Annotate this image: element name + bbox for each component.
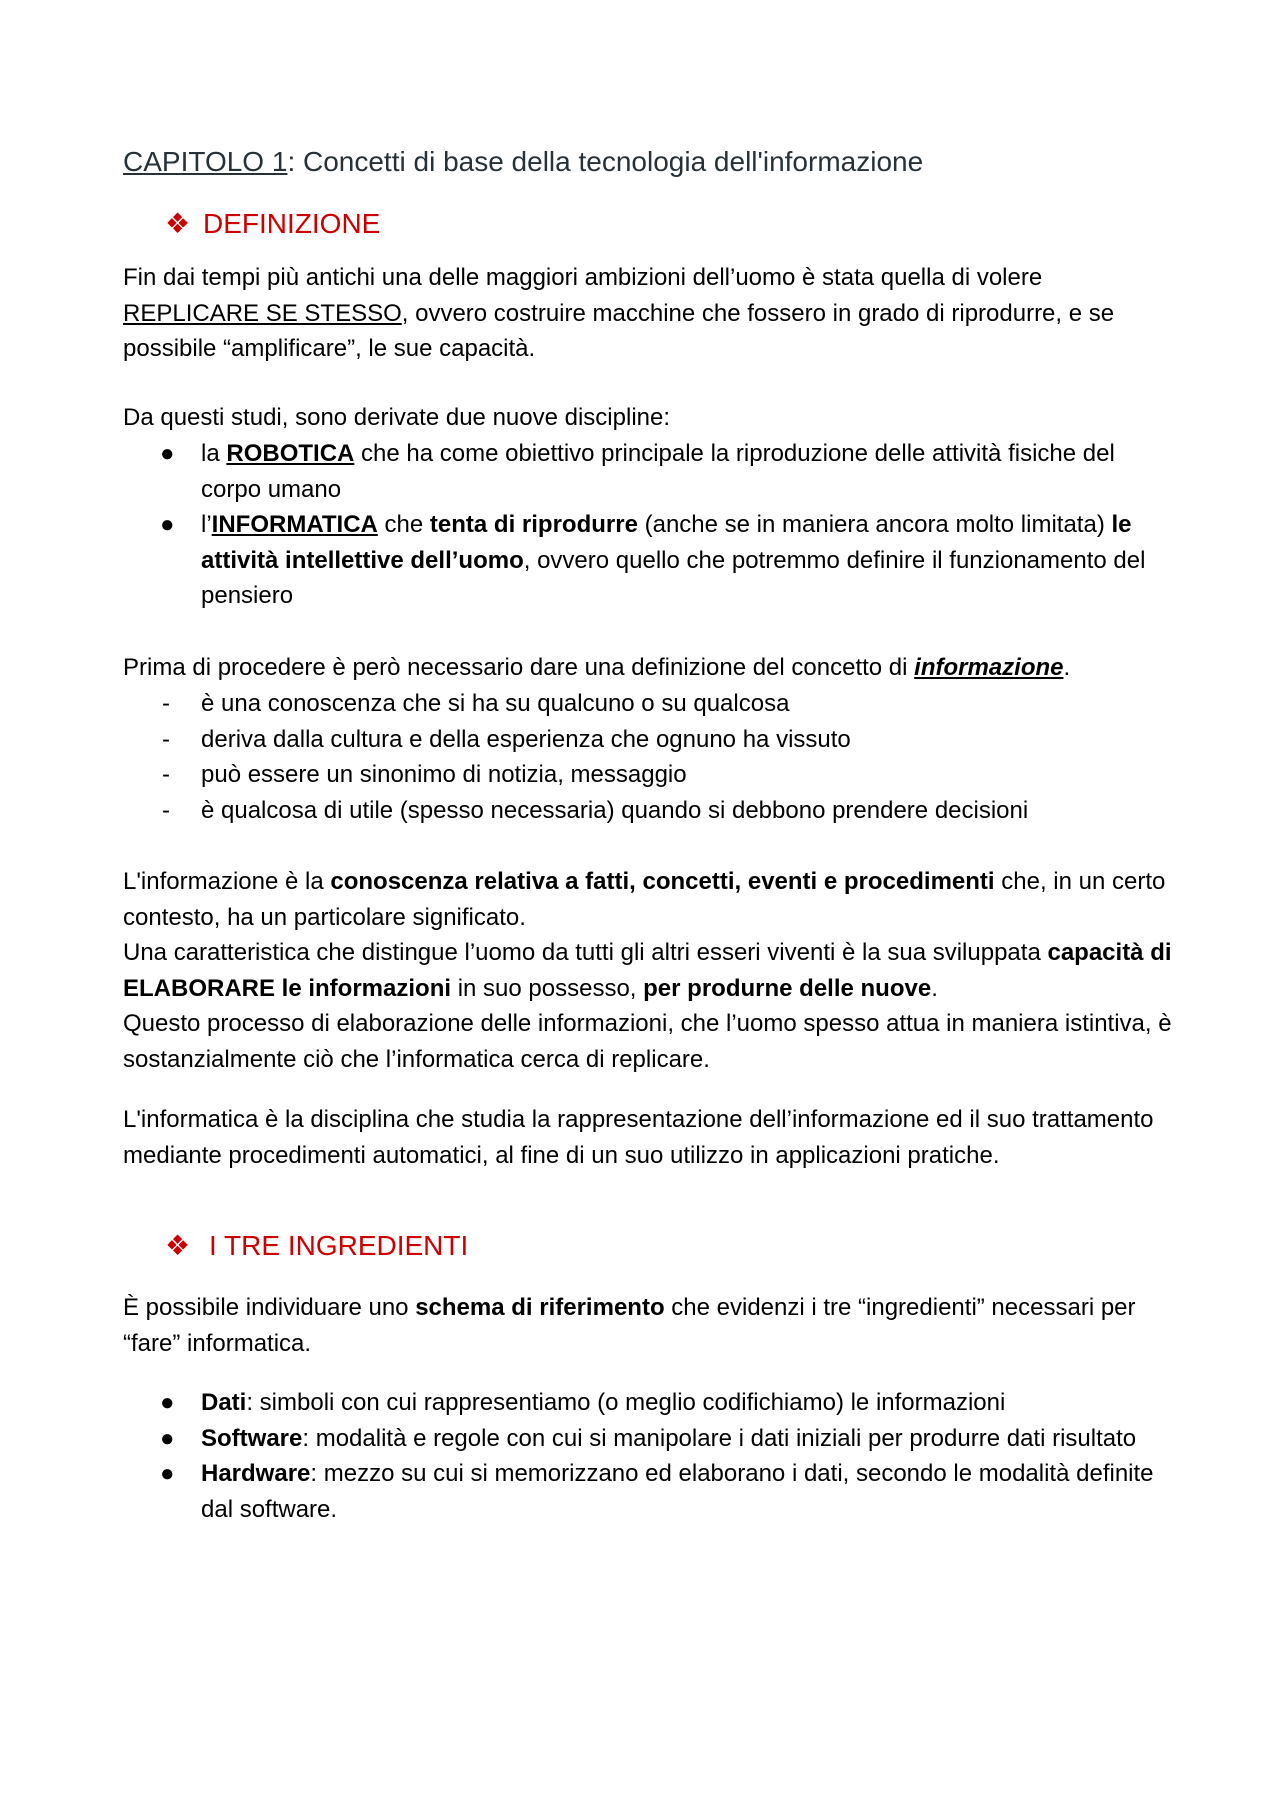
chapter-label: CAPITOLO 1 xyxy=(123,146,288,177)
informatica-paragraph: L'informatica è la disciplina che studia la rappresentazione dell’informazione ed il suo trattamento mediante procedimenti automatici, al fine di un suo utilizzo in applicazioni pratiche. xyxy=(123,1106,1154,1169)
informazione-term: informazione xyxy=(914,654,1064,681)
info-definition-lead: Prima di procedere è però necessario dare una definizione del concetto di informazione. xyxy=(123,654,1071,681)
section-heading-definizione xyxy=(165,204,380,244)
ingredients-list xyxy=(123,1385,1173,1527)
informatica-term: INFORMATICA xyxy=(211,511,378,538)
chapter-title-text: : Concetti di base della tecnologia dell'informazione xyxy=(287,146,924,177)
bullet-icon: ● xyxy=(160,440,175,467)
list-item: - è qualcosa di utile (spesso necessaria) quando si debbono prendere decisioni xyxy=(123,793,1173,829)
dash-icon: - xyxy=(162,690,170,717)
dash-icon: - xyxy=(162,796,170,824)
list-item: - è una conoscenza che si ha su qualcuno o su qualcosa xyxy=(123,686,1173,722)
dash-icon: - xyxy=(162,761,170,788)
section-heading-ingredienti xyxy=(165,1226,468,1266)
list-item-dati: ● Dati: simboli con cui rappresentiamo (o meglio codifichiamo) le informazioni xyxy=(123,1385,1173,1421)
info-definition-list xyxy=(123,686,1173,828)
bullet-icon: ● xyxy=(160,1424,175,1452)
dash-icon: - xyxy=(162,725,170,753)
information-paragraph: L'informazione è la conoscenza relativa a fatti, concetti, eventi e procedimenti che, in un certo contesto, ha un particolare significato. Una caratteristica che distingue l’uomo da tutti gli altri esseri viventi è la sua sviluppata capacità di ELABORARE le informazioni in suo possesso, per produrne delle nuove. Questo processo di elaborazione delle informazioni, che l’uomo spesso attua in maniera istintiva, è sostanzialmente ciò che l’informatica cerca di replicare. xyxy=(123,868,1172,1073)
bullet-icon: ● xyxy=(160,1389,175,1416)
section-heading-text: I TRE INGREDIENTI xyxy=(209,1230,469,1261)
disciplines-lead: Da questi studi, sono derivate due nuove discipline: xyxy=(123,404,671,431)
intro-paragraph: Fin dai tempi più antichi una delle maggiori ambizioni dell’uomo è stata quella di volere REPLICARE SE STESSO, ovvero costruire macchine che fossero in grado di riprodurre, e se possibile “amplificare”, le sue capacità. xyxy=(123,264,1115,362)
list-item-informatica: ● l’INFORMATICA che tenta di riprodurre (anche se in maniera ancora molto limitata) le attività intellettive dell’uomo, ovvero quello che potremmo definire il funzionamento del pensiero xyxy=(123,507,1173,614)
robotica-term: ROBOTICA xyxy=(226,440,355,467)
chapter-title xyxy=(123,142,923,182)
disciplines-list xyxy=(123,436,1173,614)
section-heading-text: DEFINIZIONE xyxy=(203,208,381,239)
list-item-hardware: ● Hardware: mezzo su cui si memorizzano ed elaborano i dati, secondo le modalità definite dal software. xyxy=(123,1456,1173,1527)
list-item: - può essere un sinonimo di notizia, messaggio xyxy=(123,757,1173,793)
list-item-software: ● Software: modalità e regole con cui si manipolare i dati iniziali per produrre dati risultato xyxy=(123,1421,1173,1457)
diamond-icon: ❖ xyxy=(165,208,191,239)
schema-paragraph: È possibile individuare uno schema di riferimento che evidenzi i tre “ingredienti” necessari per “fare” informatica. xyxy=(123,1294,1136,1357)
bullet-icon: ● xyxy=(160,511,175,538)
bullet-icon: ● xyxy=(160,1460,175,1487)
diamond-icon: ❖ xyxy=(165,1230,191,1261)
list-item-robotica: ● la ROBOTICA che ha come obiettivo principale la riproduzione delle attività fisiche del corpo umano xyxy=(123,436,1173,507)
replicare-highlight: REPLICARE SE STESSO xyxy=(123,299,402,327)
list-item: - deriva dalla cultura e della esperienza che ognuno ha vissuto xyxy=(123,722,1173,758)
